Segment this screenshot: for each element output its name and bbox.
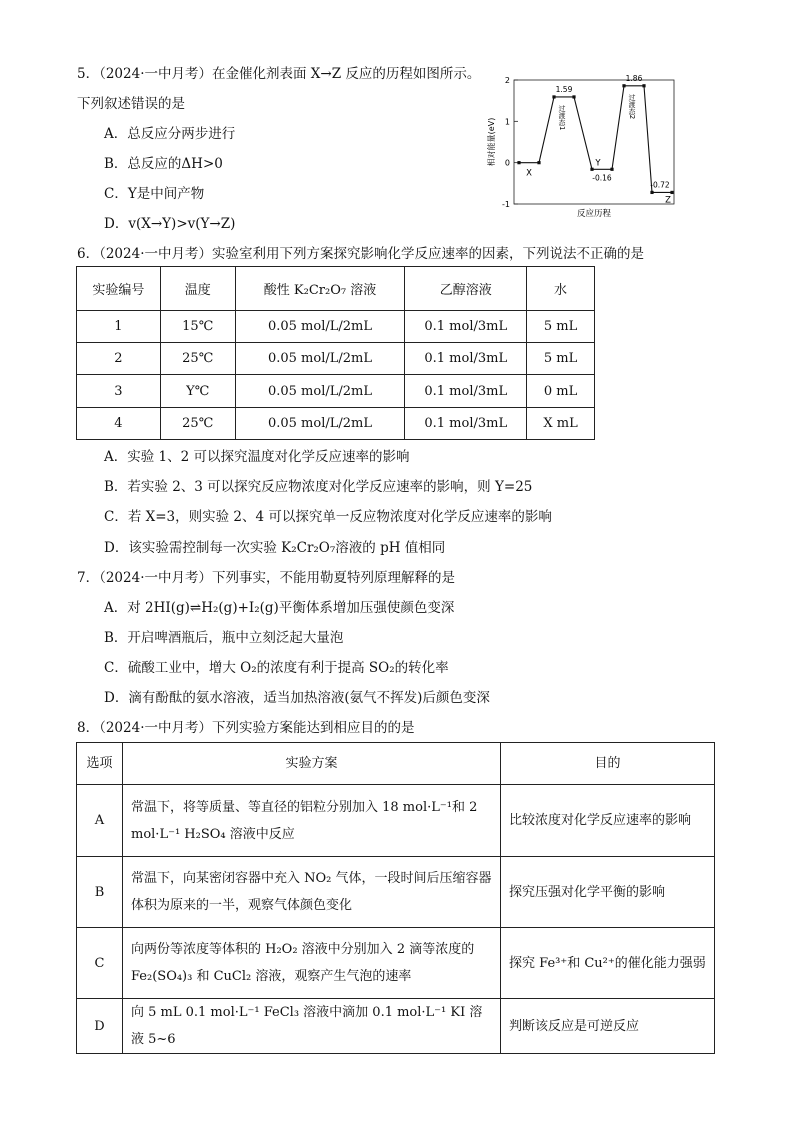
table-cell: 0.05 mol/L/2mL [235, 343, 405, 375]
table-cell: 常温下，将等质量、等直径的铝粒分别加入 18 mol·L⁻¹和 2 mol·L⁻¹ H₂SO₄ 溶液中反应 [123, 785, 501, 857]
q8-table [76, 742, 715, 1054]
table-cell: 5 mL [527, 343, 595, 375]
table-cell: C [77, 928, 123, 999]
q5-option-d: D．v(X→Y)>v(Y→Z) [104, 216, 236, 232]
q7-stem: 7．（2024·一中月考）下列事实，不能用勒夏特列原理解释的是 [77, 570, 455, 586]
q5-option-a: A．总反应分两步进行 [104, 126, 236, 142]
table-row [77, 408, 595, 440]
transition-state-annotation: 过渡态1 [558, 104, 566, 131]
q8-header-row [77, 743, 715, 785]
state-label: Z [665, 195, 671, 206]
q7-option-a: A．对 2HI(g)⇌H₂(g)+I₂(g)平衡体系增加压强使颜色变深 [104, 600, 455, 616]
q6-option-a: A．实验 1、2 可以探究温度对化学反应速率的影响 [104, 449, 410, 465]
table-cell: B [77, 857, 123, 928]
q8-header-cell: 选项 [77, 743, 123, 785]
data-point [552, 95, 555, 98]
table-cell: 4 [77, 408, 161, 440]
table-row [77, 999, 715, 1054]
q6-header-cell: 实验编号 [77, 267, 161, 311]
q6-header-cell: 温度 [160, 267, 235, 311]
table-cell: Y℃ [160, 375, 235, 408]
y-tick-label: 2 [504, 76, 510, 85]
q5-stem-line2: 下列叙述错误的是 [77, 96, 185, 112]
table-cell: 探究 Fe³⁺和 Cu²⁺的催化能力强弱 [501, 928, 715, 999]
q6-header-cell: 水 [527, 267, 595, 311]
table-cell: 0.05 mol/L/2mL [235, 408, 405, 440]
value-label: 1.59 [555, 84, 573, 94]
table-cell: 0.1 mol/3mL [405, 343, 527, 375]
q6-table [76, 266, 595, 440]
q6-option-b: B．若实验 2、3 可以探究反应物浓度对化学反应速率的影响，则 Y=25 [104, 479, 533, 495]
table-cell: 5 mL [527, 311, 595, 343]
table-row [77, 928, 715, 999]
q7-option-b: B．开启啤酒瓶后，瓶中立刻泛起大量泡 [104, 630, 344, 646]
table-cell: 探究压强对化学平衡的影响 [501, 857, 715, 928]
q7-option-d: D．滴有酚酞的氨水溶液，适当加热溶液(氨气不挥发)后颜色变深 [104, 690, 490, 706]
table-cell: 0.05 mol/L/2mL [235, 311, 405, 343]
table-cell: 25℃ [160, 408, 235, 440]
energy-profile-chart [484, 70, 684, 220]
table-row [77, 857, 715, 928]
q8-header-cell: 实验方案 [123, 743, 501, 785]
table-cell: 0 mL [527, 375, 595, 408]
q6-option-d: D．该实验需控制每一次实验 K₂Cr₂O₇溶液的 pH 值相同 [104, 540, 446, 556]
table-cell: 1 [77, 311, 161, 343]
state-label: X [526, 168, 532, 179]
table-cell: 0.05 mol/L/2mL [235, 375, 405, 408]
table-cell: 25℃ [160, 343, 235, 375]
y-tick-label: -1 [502, 200, 510, 209]
q6-header-cell: 乙醇溶液 [405, 267, 527, 311]
value-label: -0.16 [592, 173, 612, 183]
data-point [517, 161, 520, 164]
table-row [77, 785, 715, 857]
y-tick-label: 1 [504, 117, 510, 127]
table-cell: 向 5 mL 0.1 mol·L⁻¹ FeCl₃ 溶液中滴加 0.1 mol·L⁻¹ KI 溶液 5~6 [123, 999, 501, 1054]
table-cell: 0.1 mol/3mL [405, 311, 527, 343]
q5-option-c: C．Y是中间产物 [104, 186, 205, 202]
table-cell: 15℃ [160, 311, 235, 343]
q6-header-cell: 酸性 K₂Cr₂O₇ 溶液 [235, 267, 405, 311]
q6-option-c: C．若 X=3，则实验 2、4 可以探究单一反应物浓度对化学反应速率的影响 [104, 509, 552, 525]
table-cell: X mL [527, 408, 595, 440]
table-cell: A [77, 785, 123, 857]
data-point [650, 191, 653, 194]
q6-stem: 6．（2024·一中月考）实验室利用下列方案探究影响化学反应速率的因素，下列说法不正确的是 [77, 246, 644, 262]
y-axis-label: 相对能量(eV) [487, 117, 496, 167]
q8-header-cell: 目的 [501, 743, 715, 785]
data-point [572, 95, 575, 98]
table-cell: 比较浓度对化学反应速率的影响 [501, 785, 715, 857]
transition-state-annotation: 过渡态2 [628, 93, 636, 120]
table-cell: 2 [77, 343, 161, 375]
table-row [77, 375, 595, 408]
energy-series [517, 74, 673, 206]
y-tick-label: 0 [504, 158, 510, 168]
x-axis-label: 反应历程 [576, 209, 612, 219]
data-point [622, 84, 625, 87]
y-ticks [502, 76, 518, 209]
data-point [670, 191, 673, 194]
table-cell: 0.1 mol/3mL [405, 408, 527, 440]
table-cell: 向两份等浓度等体积的 H₂O₂ 溶液中分别加入 2 滴等浓度的 Fe₂(SO₄)₃ 和 CuCl₂ 溶液，观察产生气泡的速率 [123, 928, 501, 999]
data-point [642, 84, 645, 87]
table-cell: 3 [77, 375, 161, 408]
table-row [77, 343, 595, 375]
table-cell: 判断该反应是可逆反应 [501, 999, 715, 1054]
q5-stem-line1: 5．（2024·一中月考）在金催化剂表面 X→Z 反应的历程如图所示。 [77, 66, 481, 82]
q7-option-c: C．硫酸工业中，增大 O₂的浓度有利于提高 SO₂的转化率 [104, 660, 449, 676]
q5-option-b: B．总反应的ΔH>0 [104, 156, 223, 172]
table-cell: 常温下，向某密闭容器中充入 NO₂ 气体，一段时间后压缩容器体积为原来的一半，观察气体颜色变化 [123, 857, 501, 928]
table-cell: 0.1 mol/3mL [405, 375, 527, 408]
state-label: Y [595, 158, 601, 169]
table-cell: D [77, 999, 123, 1054]
data-point [590, 168, 593, 171]
value-label: 1.86 [625, 73, 643, 83]
data-point [537, 161, 540, 164]
table-row [77, 311, 595, 343]
value-label: -0.72 [650, 180, 670, 190]
q8-stem: 8．（2024·一中月考）下列实验方案能达到相应目的的是 [77, 720, 415, 736]
q6-header-row [77, 267, 595, 311]
data-point [610, 168, 613, 171]
